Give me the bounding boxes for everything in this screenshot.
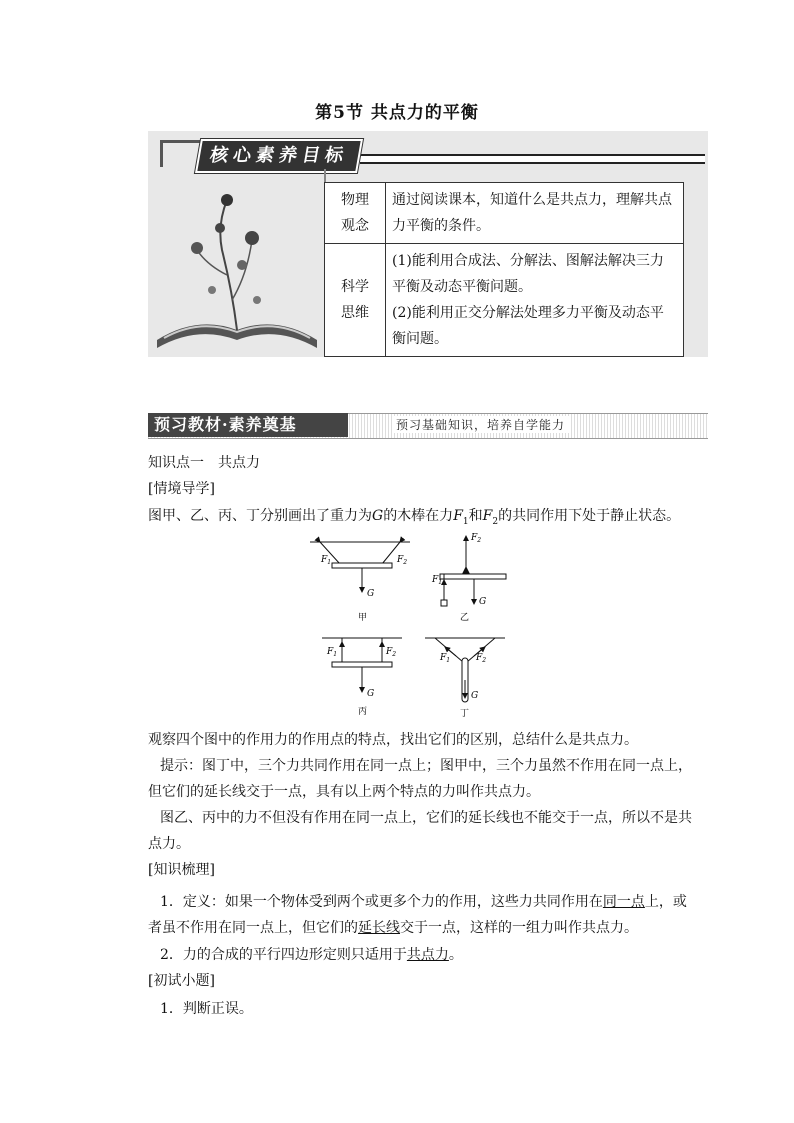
force-diagrams	[300, 530, 520, 725]
diagram-jia	[310, 542, 410, 623]
svg-text:F2: $F_2$	[476, 653, 487, 664]
try-tag: [初试小题]	[148, 973, 215, 989]
svg-text:F2: $F_2$	[386, 647, 397, 658]
core-goals-label: 核心素养目标	[195, 139, 363, 173]
judge-line: 1．判断正误。	[160, 1001, 253, 1017]
section-subtitle: 预习基础知识，培养自学能力	[392, 416, 569, 433]
goal-head-physics: 物理 观念	[325, 183, 386, 244]
diagram-yi	[431, 533, 506, 623]
observe-paragraph: 观察四个图中的作用力的作用点的特点，找出它们的区别，总结什么是共点力。	[148, 732, 638, 748]
definition-line-2: 者虽不作用在同一点上，但它们的延长线交于一点，这样的一组力叫作共点力。	[148, 920, 638, 936]
goal-text-science	[386, 244, 684, 357]
situation-tag: [情境导学]	[148, 481, 215, 497]
diagram-ding	[425, 638, 505, 719]
svg-text:G: G	[479, 597, 487, 607]
svg-text:G: G	[471, 691, 479, 701]
definition-line-1: 1．定义：如果一个物体受到两个或更多个力的作用，这些力共同作用在同一点上，或	[160, 894, 687, 910]
goal-row-science	[325, 244, 684, 357]
svg-text:乙: 乙	[460, 613, 470, 623]
page-title: 第5节 共点力的平衡	[315, 103, 479, 123]
svg-text:F1: $F_1$	[327, 647, 338, 658]
hint-line-1: 提示：图丁中，三个力共同作用在同一点上；图甲中，三个力虽然不作用在同一点上，	[160, 758, 692, 774]
hint-line-2: 但它们的延长线交于一点，具有以上两个特点的力叫作共点力。	[148, 784, 540, 800]
goal-row-physics	[325, 183, 684, 244]
svg-text:F2: $F_2$	[471, 533, 482, 544]
svg-text:G: G	[367, 589, 375, 599]
knowledge-point-heading: 知识点一 共点力	[148, 455, 260, 471]
goal-text-physics: 通过阅读课本，知道什么是共点力，理解共点力平衡的条件。	[386, 183, 684, 244]
book-flower-illustration	[152, 180, 322, 355]
goal-head-science: 科学 思维	[325, 244, 386, 357]
core-goals-table	[324, 182, 684, 357]
svg-text:F1: $F_1$	[432, 575, 443, 586]
diagram-bing	[322, 638, 402, 717]
svg-text:甲: 甲	[358, 613, 368, 623]
svg-text:F2: $F_2$	[397, 555, 408, 566]
svg-text:丁: 丁	[460, 709, 470, 719]
section-label: 预习教材·素养奠基	[148, 413, 348, 437]
svg-text:丙: 丙	[358, 707, 368, 717]
goal-item-2: (2)能利用正交分解法处理多力平衡及动态平衡问题。	[392, 305, 664, 347]
goal-item-1: (1)能利用合成法、分解法、图解法解决三力平衡及动态平衡问题。	[392, 253, 664, 295]
banner-line-decoration	[360, 154, 705, 164]
knowledge-tag: [知识梳理]	[148, 862, 215, 878]
svg-text:F1: $F_1$	[440, 653, 451, 664]
rule-line: 2．力的合成的平行四边形定则只适用于共点力。	[160, 947, 463, 963]
svg-text:G: G	[367, 689, 375, 699]
intro-paragraph: 图甲、乙、丙、丁分别画出了重力为G的木棒在力$F_1$和$F_2$的共同作用下处于静止状态。	[148, 508, 681, 527]
hint-line-4: 点力。	[148, 836, 190, 852]
svg-text:F1: $F_1$	[321, 555, 332, 566]
hint-line-3: 图乙、丙中的力不但没有作用在同一点上，它们的延长线也不能交于一点，所以不是共	[160, 810, 692, 826]
